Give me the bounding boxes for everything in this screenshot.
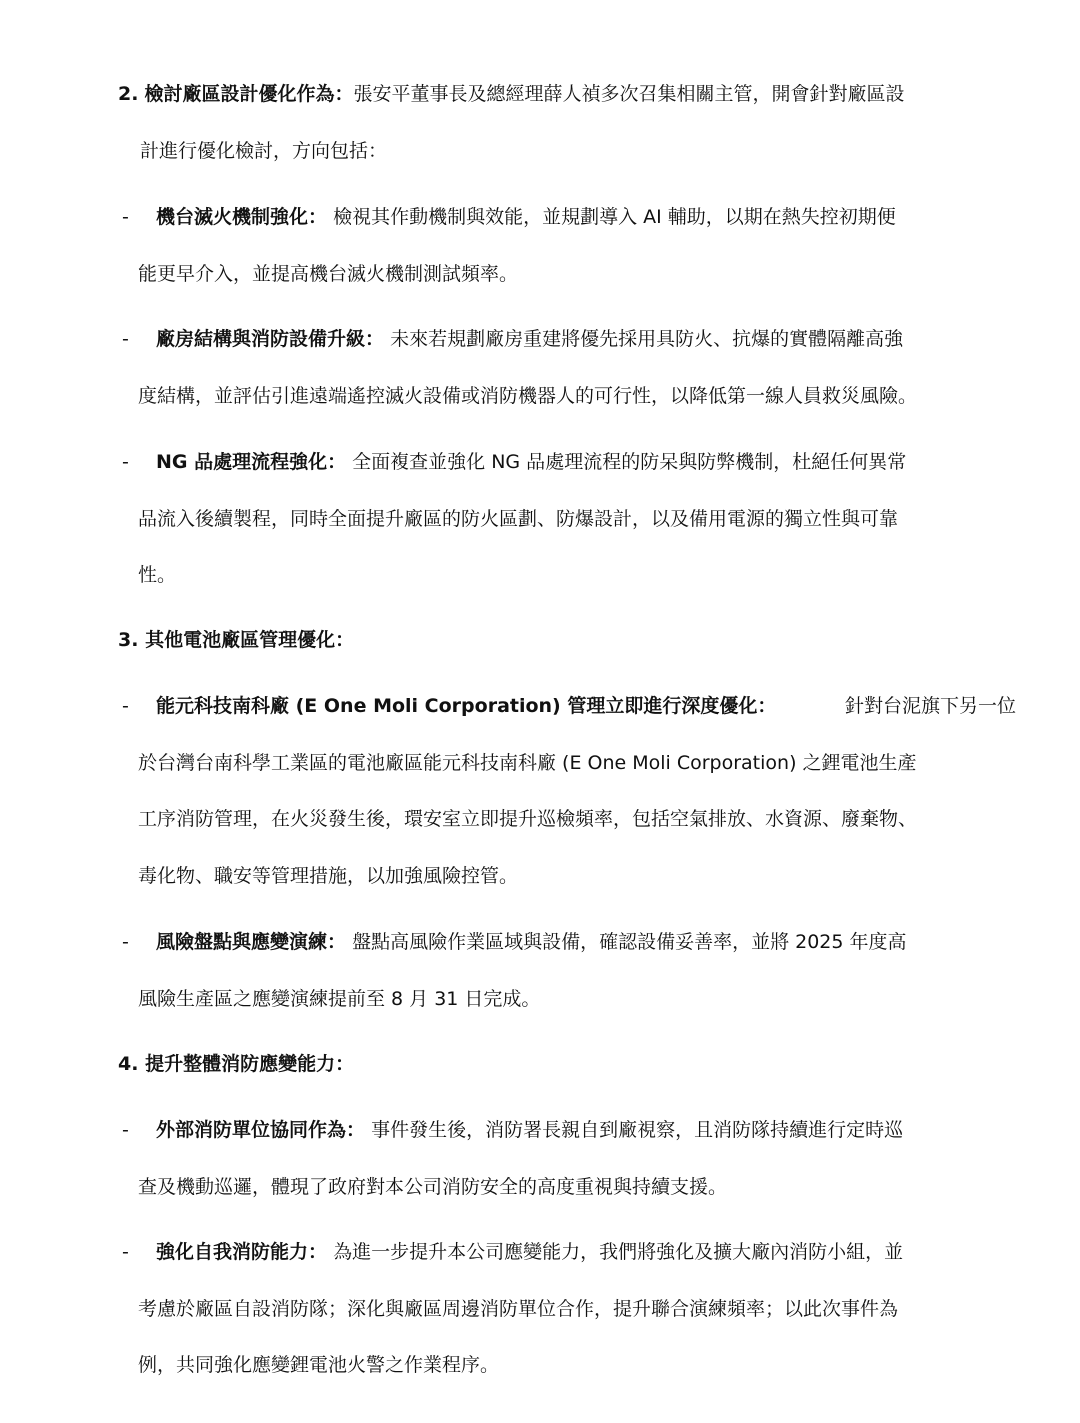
section-title: 檢討廠區設計優化作為： [144, 83, 354, 105]
bullet-text: 全面複查並強化 NG 品處理流程的防呆與防弊機制，杜絕任何異常 [352, 451, 907, 473]
bullet-title: 外部消防單位協同作為： [156, 1119, 366, 1141]
section-number: 4. [118, 1053, 139, 1075]
bullet-dash: - [122, 1241, 129, 1263]
bullet-text: 毒化物、職安等管理措施，以加強風險控管。 [138, 865, 519, 887]
bullet-text: 事件發生後，消防署長親自到廠視察，且消防隊持續進行定時巡 [371, 1119, 904, 1141]
bullet-text: 例，共同強化應變鋰電池火警之作業程序。 [138, 1354, 500, 1376]
section-intro-line: 計進行優化檢討，方向包括： [140, 140, 388, 162]
bullet-title: NG 品處理流程強化： [156, 451, 347, 473]
bullet-text: 未來若規劃廠房重建將優先採用具防火、抗爆的實體隔離高強 [390, 328, 904, 350]
bullet-title: 能元科技南科廠 (E One Moli Corporation) 管理立即進行深度優化： [156, 695, 777, 717]
section-title: 其他電池廠區管理優化： [145, 629, 355, 651]
bullet-first-line [156, 1118, 1016, 1142]
bullet-title: 強化自我消防能力： [156, 1241, 328, 1263]
bullet-text: 於台灣台南科學工業區的電池廠區能元科技南科廠 (E One Moli Corporation) 之鋰電池生產 [138, 752, 917, 774]
section-title: 提升整體消防應變能力： [145, 1053, 355, 1075]
bullet-dash: - [122, 1119, 129, 1141]
bullet-text: 為進一步提升本公司應變能力，我們將強化及擴大廠內消防小組，並 [333, 1241, 904, 1263]
bullet-text: 查及機動巡邏，體現了政府對本公司消防安全的高度重視與持續支援。 [138, 1176, 728, 1198]
section-number: 2. [118, 83, 139, 105]
bullet-dash: - [122, 451, 129, 473]
bullet-title: 機台滅火機制強化： [156, 206, 328, 228]
bullet-first-line [156, 327, 1016, 351]
bullet-text: 考慮於廠區自設消防隊；深化與廠區周邊消防單位合作，提升聯合演練頻率；以此次事件為 [138, 1298, 899, 1320]
bullet-dash: - [122, 328, 129, 350]
bullet-dash: - [122, 695, 129, 717]
section-3-heading [118, 628, 354, 652]
bullet-first-line [156, 1240, 1016, 1264]
bullet-title: 廠房結構與消防設備升級： [156, 328, 385, 350]
bullet-text: 風險生產區之應變演練提前至 8 月 31 日完成。 [138, 988, 541, 1010]
bullet-text: 針對台泥旗下另一位 [844, 695, 1016, 717]
bullet-text: 工序消防管理，在火災發生後，環安室立即提升巡檢頻率，包括空氣排放、水資源、廢棄物、 [138, 808, 918, 830]
bullet-text: 度結構，並評估引進遠端遙控滅火設備或消防機器人的可行性，以降低第一線人員救災風險。 [138, 385, 918, 407]
section-2-heading [118, 82, 1016, 106]
section-4-heading [118, 1052, 354, 1076]
bullet-first-line [156, 205, 1016, 229]
bullet-dash: - [122, 206, 129, 228]
bullet-text: 檢視其作動機制與效能，並規劃導入 AI 輔助，以期在熱失控初期便 [333, 206, 896, 228]
bullet-text: 能更早介入，並提高機台滅火機制測試頻率。 [138, 263, 519, 285]
bullet-first-line [156, 694, 1016, 718]
bullet-dash: - [122, 931, 129, 953]
bullet-title: 風險盤點與應變演練： [156, 931, 347, 953]
bullet-text: 盤點高風險作業區域與設備，確認設備妥善率，並將 2025 年度高 [352, 931, 907, 953]
bullet-text: 品流入後續製程，同時全面提升廠區的防火區劃、防爆設計，以及備用電源的獨立性與可靠 [138, 508, 899, 530]
bullet-first-line [156, 930, 1016, 954]
section-intro-line: 張安平董事長及總經理薛人禎多次召集相關主管，開會針對廠區設 [353, 83, 905, 105]
section-number: 3. [118, 629, 139, 651]
bullet-first-line [156, 450, 1016, 474]
bullet-text: 性。 [138, 564, 177, 586]
